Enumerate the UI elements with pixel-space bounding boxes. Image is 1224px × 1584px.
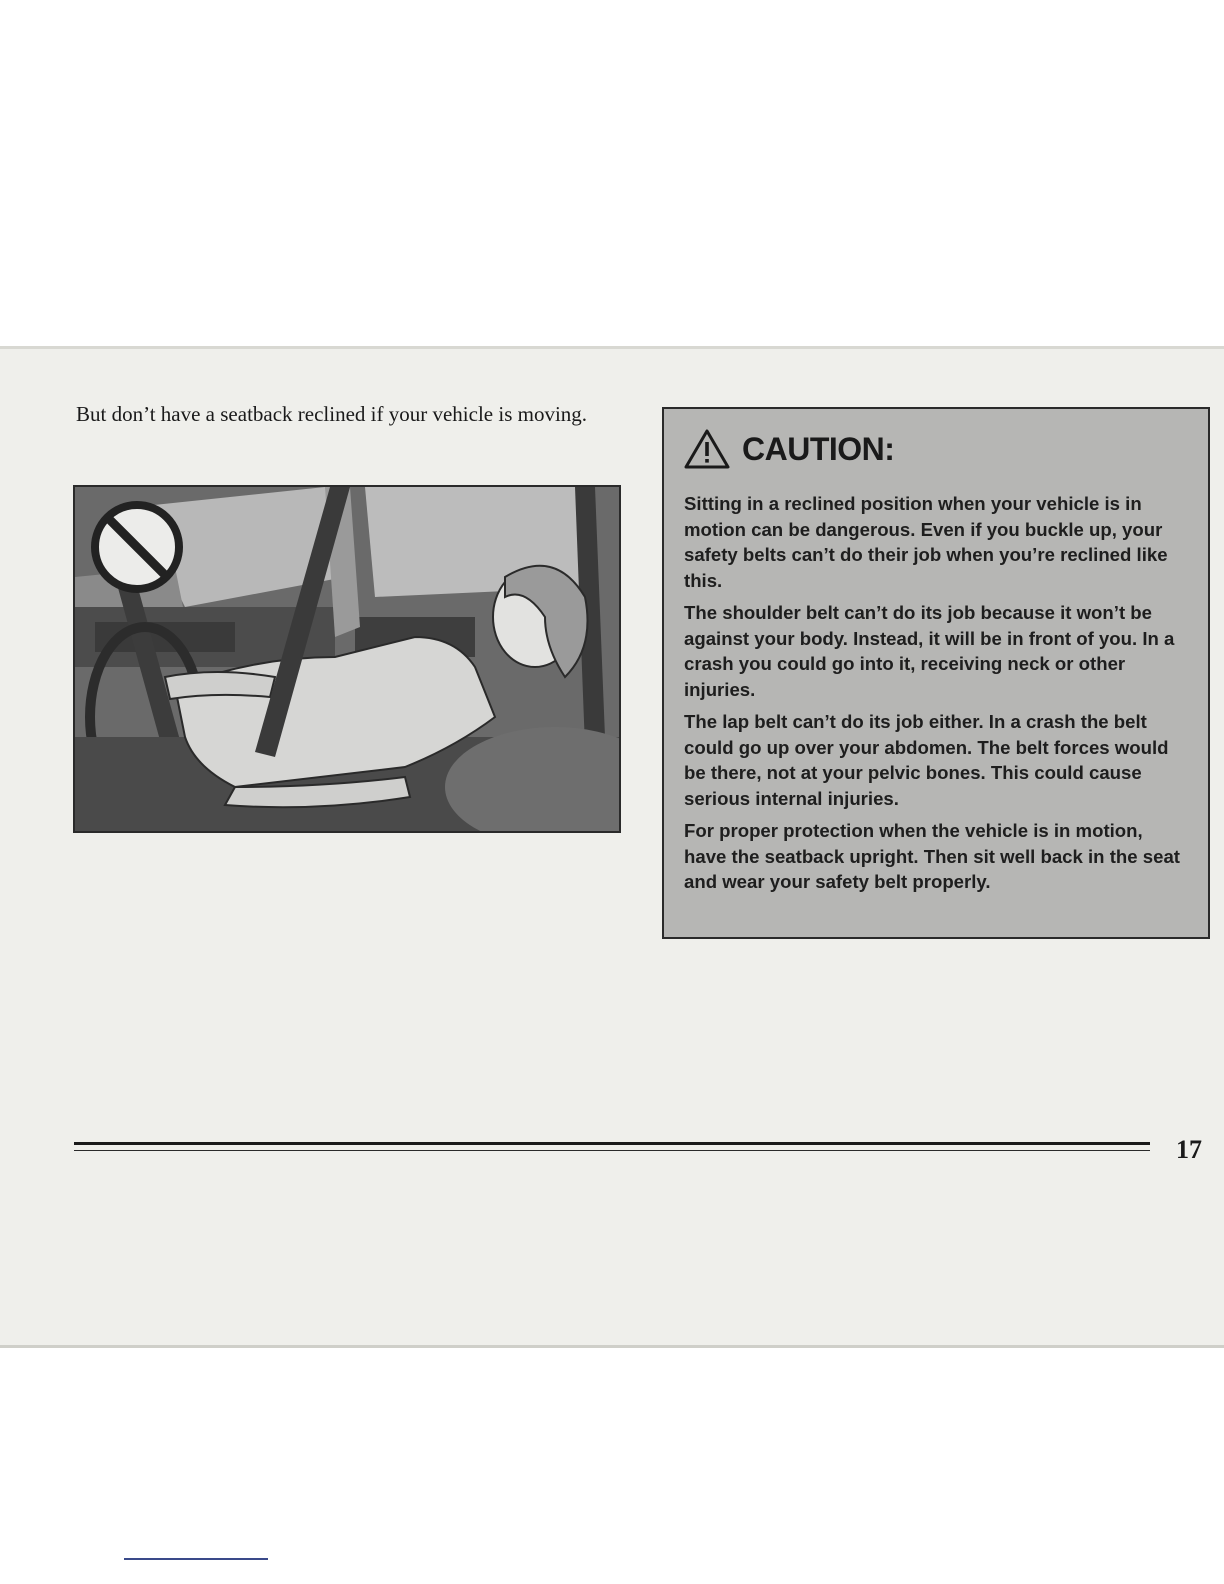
caution-title: CAUTION:: [742, 430, 895, 467]
prohibition-icon: [95, 505, 179, 589]
footer-rule: [74, 1142, 1150, 1145]
reclined-passenger-drawing: [75, 487, 619, 831]
warning-triangle-icon: [684, 429, 730, 469]
footer-rule-thin: [74, 1150, 1150, 1151]
page-number: 17: [1176, 1135, 1202, 1164]
caution-paragraph-3: The lap belt can’t do its job either. In a crash the belt could go up over your abdomen. The belt forces would be there, not at your pelvic bones. This could cause serious internal injuries.: [684, 711, 1169, 809]
caution-header: [684, 425, 1190, 473]
manual-page: [0, 346, 1224, 1348]
reclined-passenger-illustration: [73, 485, 621, 833]
intro-paragraph: But don’t have a seatback reclined if your vehicle is moving.: [76, 402, 588, 426]
scan-artifact-line: [124, 1558, 268, 1560]
caution-box: [662, 407, 1210, 939]
caution-paragraph-2: The shoulder belt can’t do its job because it won’t be against your body. Instead, it will be in front of you. In a crash you could go into it, receiving neck or other injuries.: [684, 602, 1175, 700]
caution-paragraph-4: For proper protection when the vehicle is in motion, have the seatback upright. Then sit well back in the seat and wear your safety belt properly.: [684, 820, 1180, 892]
caution-paragraph-1: Sitting in a reclined position when your vehicle is in motion can be dangerous. Even if you buckle up, your safety belts can’t do their job when you’re reclined like this.: [684, 493, 1168, 591]
